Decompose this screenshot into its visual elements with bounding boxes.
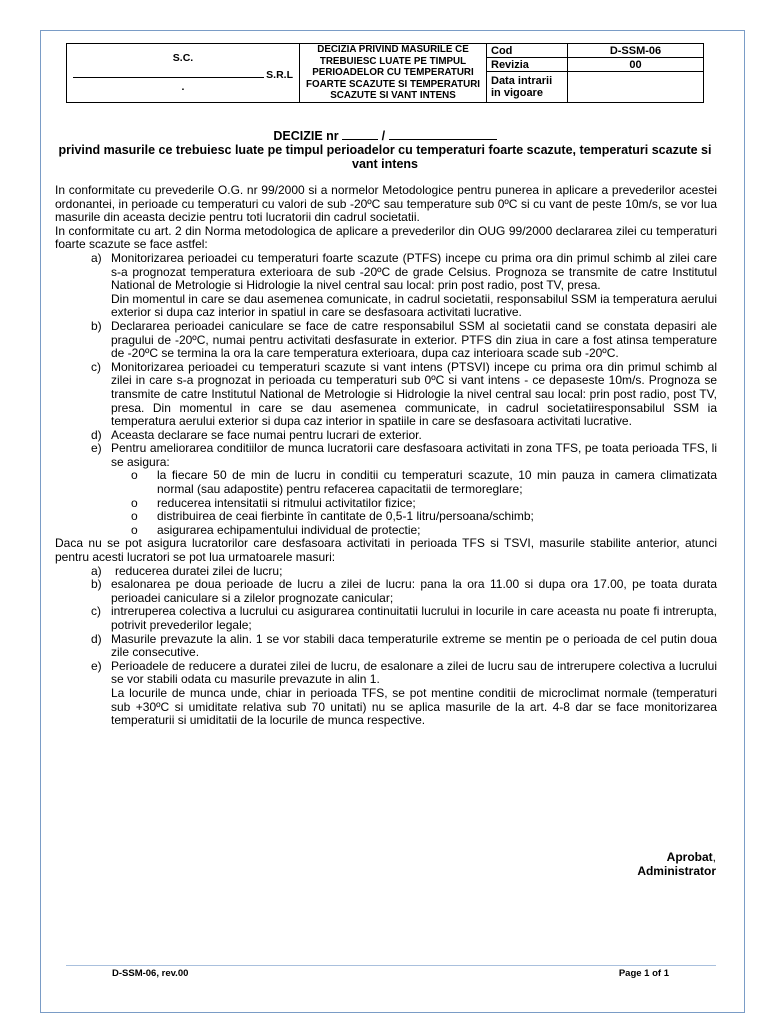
cod-label: Cod [487,44,568,58]
paragraph-alternative: Daca nu se pot asigura lucratorilor care desfasoara activitati in perioada TFS si TSVI, masurile stabilite anterior, atunci pentru acesti lucratori se pot lua urmatoarele masuri: [55,536,717,565]
decision-date-blank [389,128,497,140]
list-item: d) Masurile prevazute la alin. 1 se vor stabili daca temperaturile extreme se mentin pe o perioada de cel putin doua zile consecutive. [91,631,717,660]
document-body [55,184,717,728]
decizie-separator: / [381,129,386,143]
list-item: b) Declararea perioadei caniculare se face de catre responsabilul SSM al societatii cand se constata depasiri ale pragului de -20ºC, numai pentru activitati desfasurate in exterior. PTFS din ziua in care a fost atinsa temperature de -20ºC se termina la ora la care temperatura exterioara, dupa caz interioara scade sub -20ºC. [91,318,717,361]
company-suffix: S.R.L [266,68,293,81]
sublist-item: o asigurarea echipamentului individual de protectie; [131,522,421,537]
footer-divider [66,965,716,966]
list-item: e) Pentru ameliorarea conditiilor de munca lucratorii care desfasoara activitati in zona TFS, pe toata perioada TFS, li se asigura: o la fiecare 50 de min de lucru in conditii cu temperaturi scazute, 10 min pauza in camera climatizata normal (sau adapostite) pentru refacerea capacitatii de termoreglare; o reducerea intensitatii si ritmului activitatilor fizice; o distribuirea de ceai fierbinte în cantitate de 0,5-1 litru/persoana/schimb; o asigurarea echipamentului individual de protectie; [91,441,717,537]
approval-comma: , [712,850,716,864]
company-prefix: S.C. [172,52,194,64]
decision-subtitle: privind masurile ce trebuiesc luate pe timpul perioadelor cu temperaturi foarte scazute, temperaturi scazute si vant intens [58,143,712,171]
revizia-value: 00 [568,58,704,72]
sublist-item: o reducerea intensitatii si ritmului activitatilor fizice; [131,495,416,510]
paragraph-intro: In conformitate cu prevederile O.G. nr 99/2000 si a normelor Metodologice pentru punerea in aplicare a prevederilor acestei ordonantei, in perioade cu temperaturi cu valori de sub -20ºC sau temperature sub 0ºC si cu vant de peste 10m/s, se vor lua masurile din aceasta decizie pentru toti lucratorii din cadrul societatii. [55,183,717,225]
alternative-measures-list [55,565,717,728]
sublist-item: o distribuirea de ceai fierbinte în cantitate de 0,5-1 litru/persoana/schimb; [131,509,534,524]
list-item: d) Aceasta declarare se face numai pentru lucrari de exterior. [91,427,422,442]
list-item: e) Perioadele de reducere a duratei zilei de lucru, de esalonare a zilei de lucru sau de intrerupere colectiva a lucrului se vor stabili odata cu masurile prevazute in alin 1. La locurile de munca unde, chiar in perioada TFS, se pot mentine conditii de microclimat normale (temperaturi sub +30ºC si umiditate relativa sub 70 unitati) nu se aplica masurile de la art. 4-8 dar se face monitorizarea temperaturii si umiditatii de la locurile de munca respective. [91,658,717,728]
company-name-blank [73,67,264,78]
list-item: a) reducerea duratei zilei de lucru; [91,563,283,578]
company-cell [67,44,300,103]
decision-number-blank [342,128,378,140]
list-item: c) Monitorizarea perioadei cu temperaturi scazute si vant intens (PTSVI) incepe cu prima ora din primul schimb al zilei in care s-a prognozat in perioada cu temperaturi sub 0ºC si vant intens - ce depaseste 10m/s. Prognoza se transmite de catre Institutul National de Metrologie si Hidrologie la nivel central sau local: prin post radio, post TV, presa. Din momentul in care se dau asemenea communicate, in cadrul societatiiresponsabilul SSM ia temperatura aerului exterior si dupa caz interior in spatiile in care se desfasoara activitati lucrative. [91,359,717,429]
decision-heading [55,128,715,171]
approval-block [637,850,716,878]
document-header-table [66,43,704,103]
approval-role: Administrator [637,864,716,878]
sublist-item: o la fiecare 50 de min de lucru in conditii cu temperaturi scazute, 10 min pauza in camera climatizata normal (sau adapostite) pentru refacerea capacitatii de termoreglare; [131,468,717,497]
decizie-nr-label: DECIZIE nr [273,129,339,143]
measures-sublist [111,469,717,537]
list-item: a) Monitorizarea perioadei cu temperaturi foarte scazute (PTFS) incepe cu prima ora din primul schimb al zilei care s-a prognozat temperatura exterioara de sub -20ºC de grade Celsius. Prognoza se transmite de catre Institutul National de Metrologie si Hidrologie la nivel central sau local: prin post radio, post TV, presa. Din momentul in care se dau asemenea comunicate, in cadrul societatii, responsabilul SSM ia temperatura aerului exterior si dupa caz interior in spatiul in care se desfasoara activitati lucrative. [91,250,717,320]
data-intrarii-label: Data intrarii in vigoare [487,72,568,102]
data-intrarii-value [568,72,704,102]
list-item: c) intreruperea colectiva a lucrului cu asigurarea continuitatii lucrului in locurile in care aceasta nu poate fi intrerupta, potrivit prevederilor legale; [91,604,717,632]
decision-title: DECIZIA PRIVIND MASURILE CE TREBUIESC LUATE PE TIMPUL PERIOADELOR CU TEMPERATURI FOARTE SCAZUTE SI TEMPERATURI SCAZUTE SI VANT INTENS [300,44,487,103]
company-dot: . [181,81,185,93]
footer-doc-code: D-SSM-06, rev.00 [112,968,189,979]
paragraph-declaration: In conformitate cu art. 2 din Norma metodologica de aplicare a prevederilor din OUG 99/2000 declararea zilei cu temperaturi foarte scazute se face astfel: [55,223,717,252]
approval-label: Aprobat [666,850,713,864]
declaration-list [55,252,717,537]
revizia-label: Revizia [487,58,568,72]
footer-page-number: Page 1 of 1 [618,968,669,979]
cod-value: D-SSM-06 [568,44,704,58]
list-item: b) esalonarea pe doua perioade de lucru a zilei de lucru: pana la ora 11.00 si dupa ora 17.00, pe toata durata perioadei caniculare si a zilelor prognozate canicular; [91,577,717,605]
